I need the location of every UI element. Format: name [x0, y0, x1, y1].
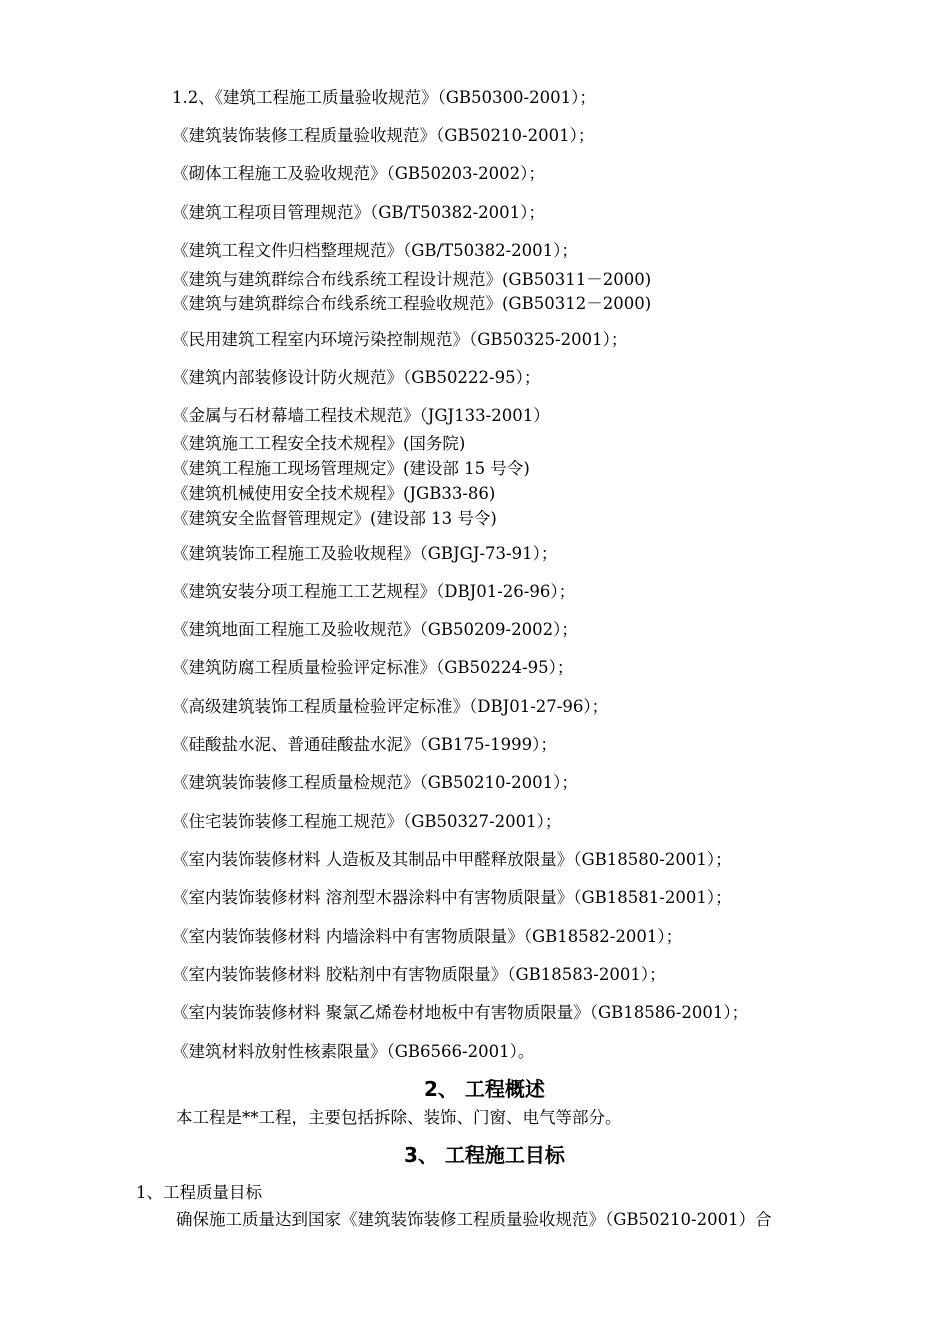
- standard-item: 《建筑与建筑群综合布线系统工程验收规范》(GB50312－2000): [172, 294, 652, 313]
- standard-item: 《高级建筑装饰工程质量检验评定标准》（DBJ01-27-96）；: [172, 697, 609, 716]
- section-2-body: 本工程是**工程，主要包括拆除、装饰、门窗、电气等部分。: [176, 1108, 622, 1127]
- standard-item: 《建筑机械使用安全技术规程》(JGB33-86): [172, 484, 496, 503]
- standard-item: 《建筑安装分项工程施工工艺规程》（DBJ01-26-96）；: [172, 582, 576, 601]
- standard-item: 《砌体工程施工及验收规范》（GB50203-2002）；: [172, 164, 545, 183]
- standard-item: 《建筑内部装修设计防火规范》（GB50222-95）；: [172, 368, 541, 387]
- standard-item: 《建筑装饰装修工程质量检规范》（GB50210-2001）；: [172, 773, 578, 792]
- standard-item: 《室内装饰装修材料 内墙涂料中有害物质限量》（GB18582-2001）；: [172, 927, 683, 946]
- standard-item: 《建筑材料放射性核素限量》（GB6566-2001）。: [172, 1042, 535, 1061]
- standard-item: 《民用建筑工程室内环境污染控制规范》（GB50325-2001）；: [172, 330, 628, 349]
- standard-item: 《金属与石材幕墙工程技术规范》（JGJ133-2001）: [172, 406, 550, 425]
- standard-item: 《建筑防腐工程质量检验评定标准》（GB50224-95）；: [172, 658, 574, 677]
- standard-item: 《建筑施工工程安全技术规程》(国务院): [172, 434, 466, 453]
- section-3-subheading: 1、工程质量目标: [136, 1183, 262, 1202]
- standard-item: 1.2、《建筑工程施工质量验收规范》（GB50300-2001）；: [172, 88, 596, 107]
- standard-item: 《建筑装饰工程施工及验收规程》（GBJGJ-73-91）；: [172, 544, 558, 563]
- standard-item: 《住宅装饰装修工程施工规范》（GB50327-2001）；: [172, 812, 562, 831]
- section-3-heading: 3、 工程施工目标: [404, 1143, 565, 1167]
- standard-item: 《建筑工程文件归档整理规范》（GB/T50382-2001）；: [172, 241, 578, 260]
- standard-item: 《建筑工程项目管理规范》（GB/T50382-2001）；: [172, 203, 545, 222]
- standard-item: 《室内装饰装修材料 聚氯乙烯卷材地板中有害物质限量》（GB18586-2001）；: [172, 1003, 749, 1022]
- section-2-heading: 2、 工程概述: [424, 1077, 545, 1101]
- standard-item: 《室内装饰装修材料 人造板及其制品中甲醛释放限量》（GB18580-2001）；: [172, 850, 732, 869]
- standard-item: 《建筑与建筑群综合布线系统工程设计规范》(GB50311－2000): [172, 270, 652, 289]
- standard-item: 《建筑装饰装修工程质量验收规范》（GB50210-2001）；: [172, 126, 595, 145]
- standard-item: 《建筑工程施工现场管理规定》(建设部 15 号令): [172, 459, 530, 478]
- standard-item: 《建筑安全监督管理规定》(建设部 13 号令): [172, 509, 497, 528]
- standard-item: 《建筑地面工程施工及验收规范》（GB50209-2002）；: [172, 620, 578, 639]
- section-3-body: 确保施工质量达到国家《建筑装饰装修工程质量验收规范》（GB50210-2001）合: [176, 1210, 772, 1229]
- standard-item: 《室内装饰装修材料 胶粘剂中有害物质限量》（GB18583-2001）；: [172, 965, 666, 984]
- standard-item: 《硅酸盐水泥、普通硅酸盐水泥》（GB175-1999）；: [172, 735, 557, 754]
- standard-item: 《室内装饰装修材料 溶剂型木器涂料中有害物质限量》（GB18581-2001）；: [172, 888, 732, 907]
